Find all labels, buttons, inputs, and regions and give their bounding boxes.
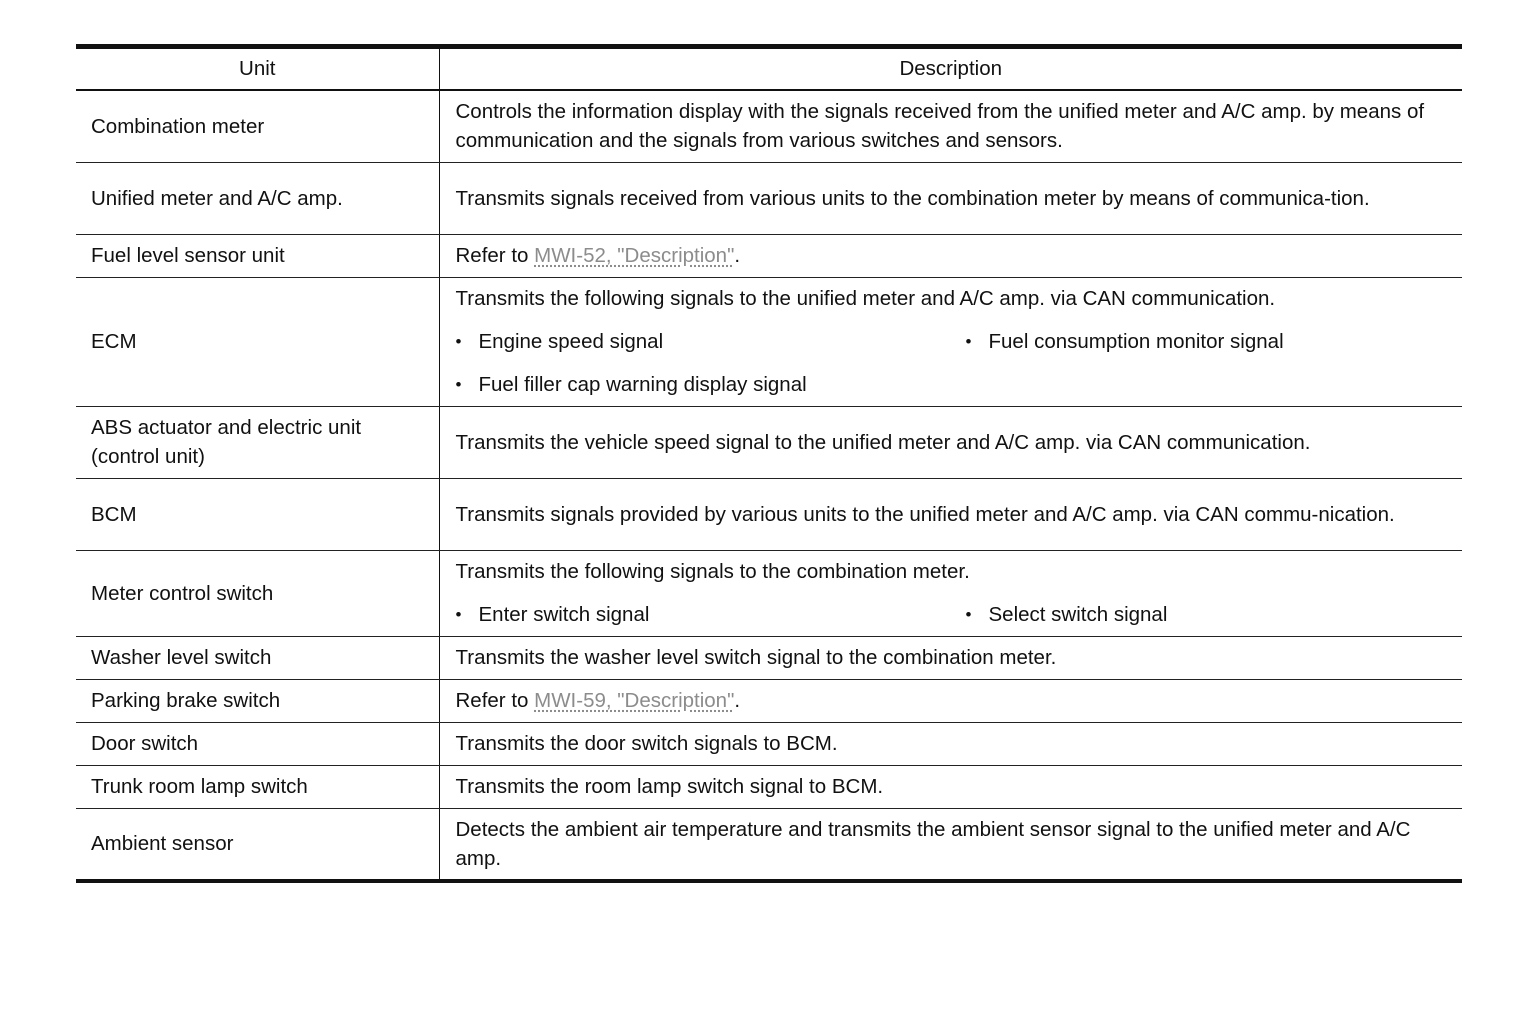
unit-cell: Trunk room lamp switch: [76, 765, 439, 808]
table-row: [76, 636, 1462, 679]
reference-link[interactable]: MWI-59, "Description": [534, 689, 735, 712]
description-cell: Transmits the door switch signals to BCM.: [439, 722, 1462, 765]
description-cell: Transmits the washer level switch signal to the combination meter.: [439, 636, 1462, 679]
description-cell: [439, 277, 1462, 406]
table-row: [76, 478, 1462, 550]
table-row: [76, 234, 1462, 277]
description-cell: [439, 234, 1462, 277]
description-text: Transmits the following signals to the unified meter and A/C amp. via CAN communication.: [455, 287, 1276, 310]
unit-cell: Fuel level sensor unit: [76, 234, 439, 277]
refer-text: Refer to: [455, 244, 535, 267]
unit-cell: Washer level switch: [76, 636, 439, 679]
bullet-item: • Fuel consumption monitor signal: [966, 327, 1455, 356]
refer-text: Refer to: [455, 689, 535, 712]
table-row: [76, 808, 1462, 881]
unit-cell: BCM: [76, 478, 439, 550]
description-cell: Transmits the room lamp switch signal to BCM.: [439, 765, 1462, 808]
header-description: Description: [439, 47, 1462, 91]
unit-cell: Door switch: [76, 722, 439, 765]
description-cell: [439, 679, 1462, 722]
description-cell: Transmits signals received from various units to the combination meter by means of communica-tion.: [439, 162, 1462, 234]
reference-link[interactable]: MWI-52, "Description": [534, 244, 735, 267]
description-cell: Detects the ambient air temperature and transmits the ambient sensor signal to the unified meter and A/C amp.: [439, 808, 1462, 881]
bullet-list: [456, 600, 1455, 629]
unit-cell: ABS actuator and electric unit (control unit): [76, 406, 439, 478]
bullet-item: • Engine speed signal: [456, 327, 966, 356]
header-unit: Unit: [76, 47, 439, 91]
description-cell: Transmits the vehicle speed signal to the unified meter and A/C amp. via CAN communication.: [439, 406, 1462, 478]
bullet-item: • Fuel filler cap warning display signal: [456, 370, 966, 399]
period-text: .: [734, 689, 741, 712]
unit-cell: Unified meter and A/C amp.: [76, 162, 439, 234]
table-row: [76, 550, 1462, 636]
description-cell: Controls the information display with the signals received from the unified meter and A/C amp. by means of communication and the signals from various switches and sensors.: [439, 90, 1462, 162]
description-cell: Transmits signals provided by various units to the unified meter and A/C amp. via CAN commu-nication.: [439, 478, 1462, 550]
table-row: [76, 277, 1462, 406]
table-row: [76, 162, 1462, 234]
bullet-item: • Select switch signal: [966, 600, 1455, 629]
table-row: [76, 722, 1462, 765]
period-text: .: [734, 244, 741, 267]
bullet-item: • Enter switch signal: [456, 600, 966, 629]
table-row: [76, 90, 1462, 162]
unit-cell: ECM: [76, 277, 439, 406]
table-row: [76, 406, 1462, 478]
unit-cell: Parking brake switch: [76, 679, 439, 722]
table-header-row: [76, 47, 1462, 91]
table-row: [76, 765, 1462, 808]
unit-cell: Ambient sensor: [76, 808, 439, 881]
table-row: [76, 679, 1462, 722]
unit-cell: Combination meter: [76, 90, 439, 162]
description-text: Transmits the following signals to the combination meter.: [455, 560, 970, 583]
bullet-list: [456, 327, 1455, 399]
unit-description-table: [76, 44, 1462, 883]
description-cell: [439, 550, 1462, 636]
unit-cell: Meter control switch: [76, 550, 439, 636]
